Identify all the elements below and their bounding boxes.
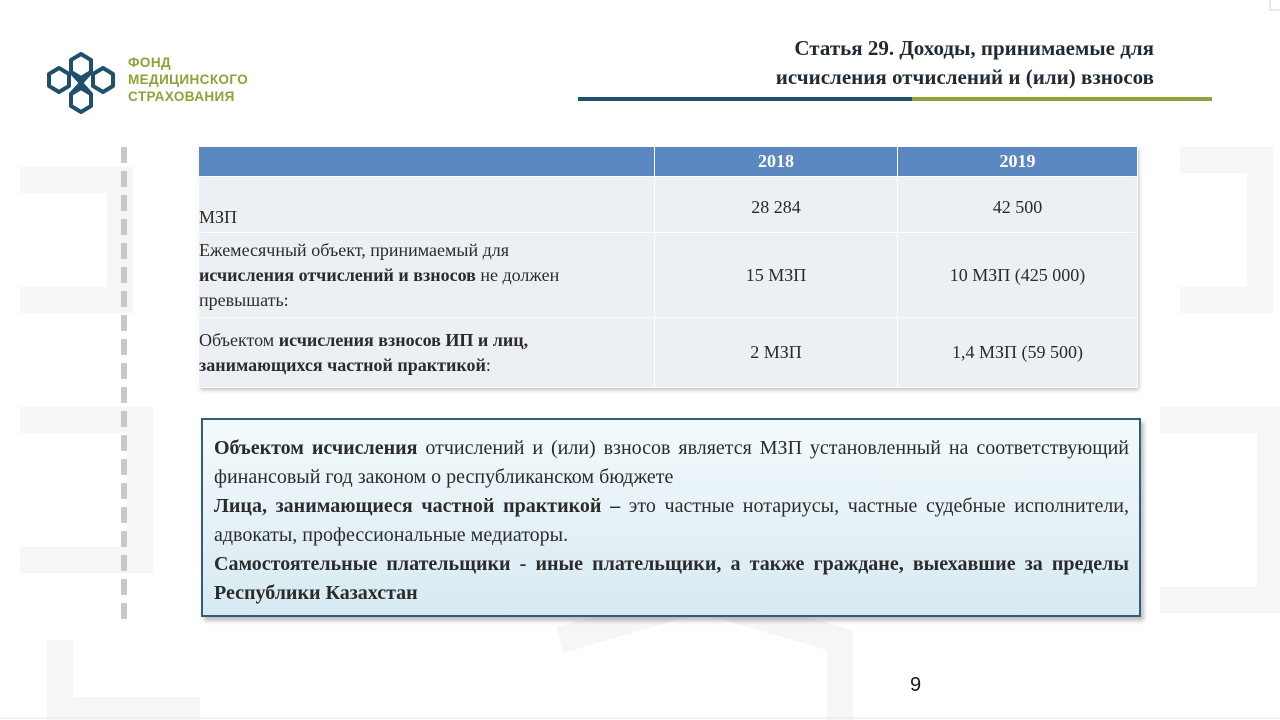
label-bold-text: исчисления взносов ИП и лиц, занимающихся частной практикой bbox=[199, 329, 529, 375]
label-text: Ежемесячный объект, принимаемый для bbox=[199, 239, 510, 260]
definition-paragraph bbox=[214, 434, 1129, 492]
definition-text: это частные нотариусы, частные судебные исполнители, адвокаты, профессиональные медиаторы. bbox=[214, 495, 1130, 546]
cell-2018: 2 МЗП bbox=[655, 318, 898, 388]
definition-paragraph bbox=[214, 492, 1129, 550]
logo-line-2: МЕДИЦИНСКОГО bbox=[128, 72, 249, 87]
definition-term: Лица, занимающиеся частной практикой – bbox=[214, 495, 621, 517]
definition-text: отчислений и (или) взносов является МЗП установленный на соответствующий финансовый год законом о республиканском бюджете bbox=[214, 437, 1129, 488]
fund-logo-icon bbox=[46, 48, 116, 118]
label-text: Объектом bbox=[199, 329, 279, 350]
table-header-2019: 2019 bbox=[898, 147, 1138, 177]
page-title bbox=[776, 34, 1154, 92]
label-text: не должен превышать: bbox=[199, 264, 560, 310]
page-number: 9 bbox=[910, 674, 922, 696]
title-underline-green bbox=[912, 97, 1212, 101]
title-line-2: исчисления отчислений и (или) взносов bbox=[775, 65, 1154, 89]
table-row bbox=[199, 318, 1138, 388]
cell-2019: 42 500 bbox=[898, 177, 1138, 233]
logo-line-3: СТРАХОВАНИЯ bbox=[128, 89, 235, 104]
definition-term: Объектом исчисления bbox=[214, 437, 418, 459]
title-underline-blue bbox=[578, 97, 912, 101]
table-header-blank bbox=[199, 147, 655, 177]
definition-paragraph bbox=[214, 550, 1129, 608]
cell-2018: 28 284 bbox=[655, 177, 898, 233]
cell-2018: 15 МЗП bbox=[655, 233, 898, 318]
table-row bbox=[199, 177, 1138, 233]
table-row bbox=[199, 233, 1138, 318]
cell-2019: 1,4 МЗП (59 500) bbox=[898, 318, 1138, 388]
definitions-box bbox=[201, 418, 1141, 617]
definition-term: Самостоятельные плательщики - иные плательщики, а также граждане, выехавшие за пределы Республики Казахстан bbox=[214, 553, 1129, 604]
label-text: : bbox=[485, 354, 491, 375]
logo-text bbox=[128, 54, 248, 105]
label-bold-text: исчисления отчислений и взносов bbox=[199, 264, 476, 285]
table-header-2018: 2018 bbox=[655, 147, 898, 177]
table-header-row bbox=[199, 147, 1138, 177]
cell-2019: 10 МЗП (425 000) bbox=[898, 233, 1138, 318]
row-label-mzp: МЗП bbox=[199, 177, 655, 233]
contribution-table bbox=[198, 146, 1137, 387]
logo-line-1: ФОНД bbox=[128, 55, 171, 70]
row-label-private-practice bbox=[199, 318, 655, 388]
left-dashed-divider bbox=[121, 147, 127, 622]
row-label-monthly-object bbox=[199, 233, 655, 318]
title-line-1: Статья 29. Доходы, принимаемые для bbox=[794, 36, 1154, 60]
